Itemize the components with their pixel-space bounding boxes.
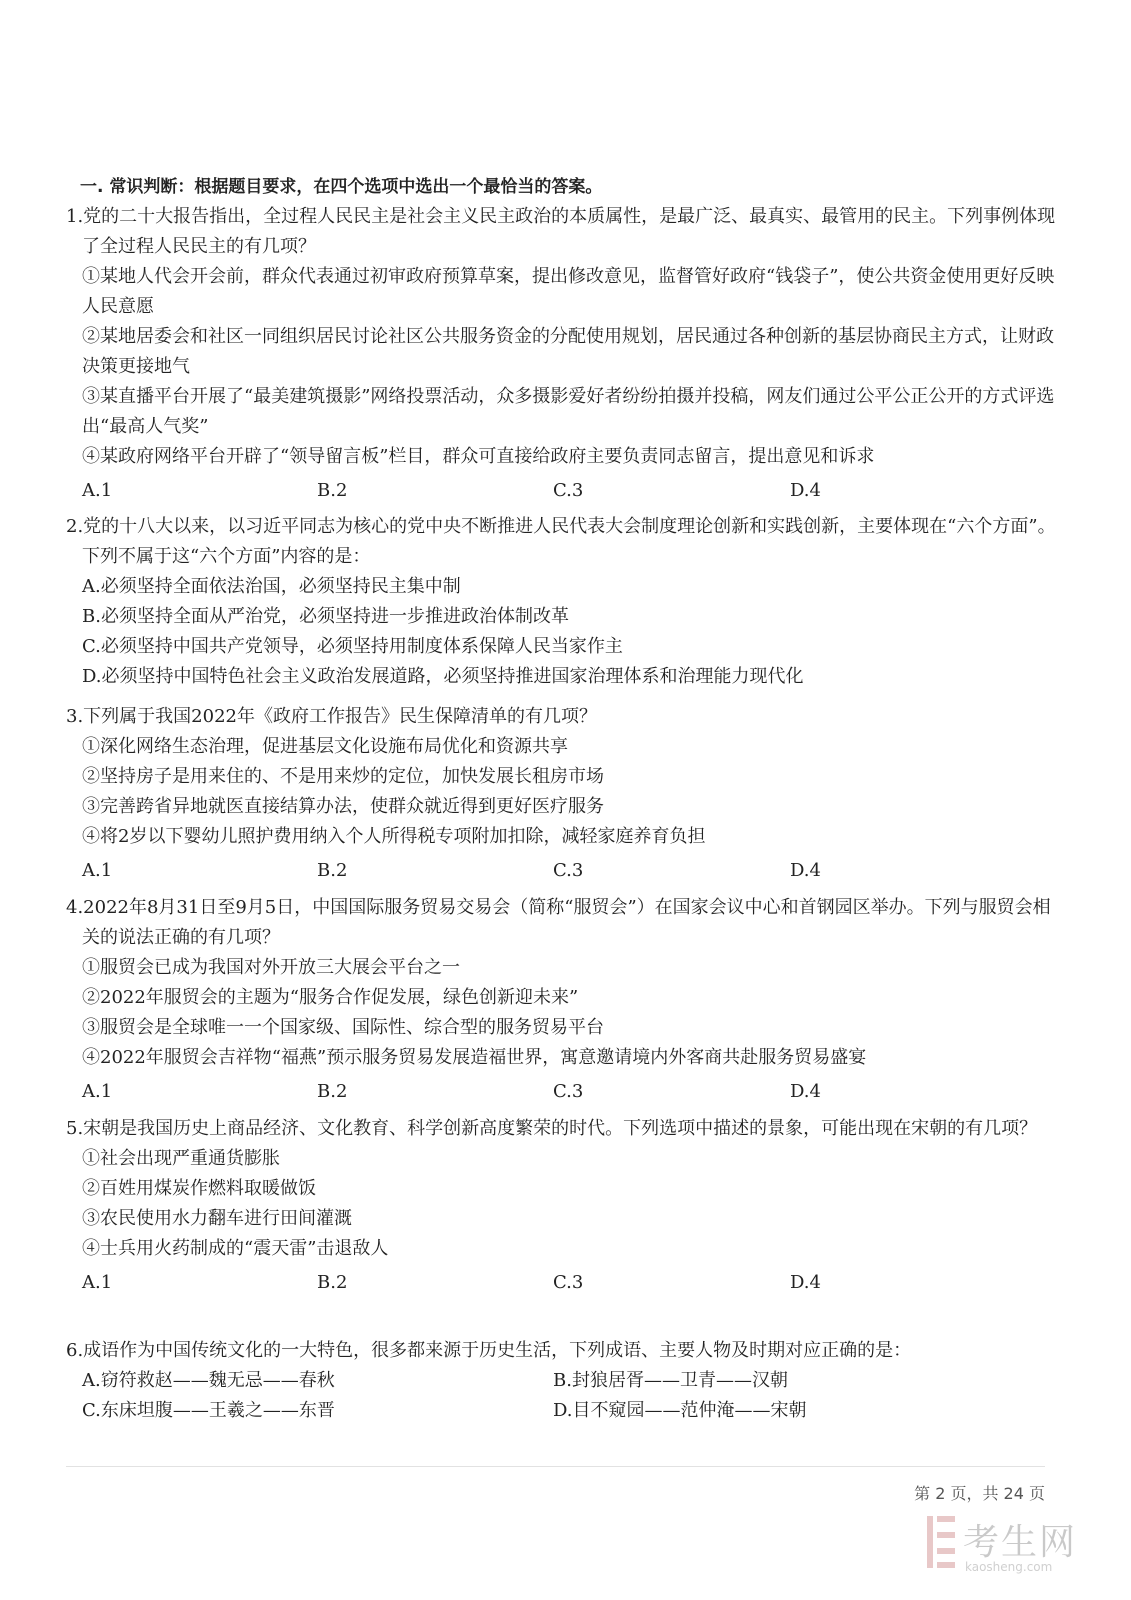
statement-item: ④士兵用火药制成的“震天雷”击退敌人 xyxy=(82,1238,389,1259)
statement-item: ②2022年服贸会的主题为“服务合作促发展，绿色创新迎未来” xyxy=(82,987,579,1008)
statement-item: ①某地人代会开会前，群众代表通过初审政府预算草案，提出修改意见，监督管好政府“钱袋子”，使公共资金使用更好反映人民意愿 xyxy=(82,266,1055,317)
kaosheng-logo-icon xyxy=(925,1512,957,1572)
statement-item: ③农民使用水力翻车进行田间灌溉 xyxy=(82,1208,352,1229)
statement-item: ③某直播平台开展了“最美建筑摄影”网络投票活动，众多摄影爱好者纷纷拍摄并投稿，网友们通过公平公正公开的方式评选出“最高人气奖” xyxy=(82,386,1055,437)
statement-item: ②坚持房子是用来住的、不是用来炒的定位，加快发展长租房市场 xyxy=(82,766,604,787)
statement-item: ①深化网络生态治理，促进基层文化设施布局优化和资源共享 xyxy=(82,736,568,757)
page-indicator: 第 2 页，共 24 页 xyxy=(914,1484,1045,1503)
option-a: A.1 xyxy=(82,480,113,501)
statement-item: ②百姓用煤炭作燃料取暖做饭 xyxy=(82,1178,316,1199)
section-title: 一. 常识判断：根据题目要求，在四个选项中选出一个最恰当的答案。 xyxy=(80,177,603,197)
watermark-brand: 考生网 xyxy=(963,1522,1078,1563)
answer-options xyxy=(66,1077,1061,1107)
statement-item: ④2022年服贸会吉祥物“福燕”预示服务贸易发展造福世界，寓意邀请境内外客商共赴服务贸易盛宴 xyxy=(82,1047,867,1068)
option-c: C.3 xyxy=(553,1272,584,1293)
question-2 xyxy=(66,512,1061,692)
option-c: C.东床坦腹——王羲之——东晋 xyxy=(82,1400,335,1421)
question-4 xyxy=(66,893,1061,1107)
option-b: B.封狼居胥——卫青——汉朝 xyxy=(553,1370,788,1391)
option-b: B.2 xyxy=(317,1081,348,1102)
option-d: D.4 xyxy=(790,1272,821,1293)
statement-item: ②某地居委会和社区一同组织居民讨论社区公共服务资金的分配使用规划，居民通过各种创新的基层协商民主方式，让财政决策更接地气 xyxy=(82,326,1054,377)
option-d: D.4 xyxy=(790,860,821,881)
option-c: C.3 xyxy=(553,480,584,501)
question-stem: 2.党的十八大以来，以习近平同志为核心的党中央不断推进人民代表大会制度理论创新和实践创新，主要体现在“六个方面”。下列不属于这“六个方面”内容的是： xyxy=(66,516,1056,567)
question-stem: 6.成语作为中国传统文化的一大特色，很多都来源于历史生活，下列成语、主要人物及时期对应正确的是： xyxy=(66,1340,912,1361)
question-stem: 3.下列属于我国2022年《政府工作报告》民生保障清单的有几项？ xyxy=(66,706,597,727)
statement-item: ③服贸会是全球唯一一个国家级、国际性、综合型的服务贸易平台 xyxy=(82,1017,604,1038)
option-a: A.1 xyxy=(82,1272,113,1293)
answer-options xyxy=(66,476,1061,506)
statement-item: ①服贸会已成为我国对外开放三大展会平台之一 xyxy=(82,957,460,978)
choice-item: D.必须坚持中国特色社会主义政治发展道路，必须坚持推进国家治理体系和治理能力现代化 xyxy=(82,666,804,687)
option-a: A.1 xyxy=(82,1081,113,1102)
option-d: D.4 xyxy=(790,1081,821,1102)
option-d: D.目不窥园——范仲淹——宋朝 xyxy=(553,1400,807,1421)
option-a: A.1 xyxy=(82,860,113,881)
option-d: D.4 xyxy=(790,480,821,501)
choice-item: A.必须坚持全面依法治国，必须坚持民主集中制 xyxy=(82,576,461,597)
question-6 xyxy=(66,1336,1061,1426)
option-b: B.2 xyxy=(317,860,348,881)
statement-item: ③完善跨省异地就医直接结算办法，使群众就近得到更好医疗服务 xyxy=(82,796,604,817)
question-1 xyxy=(66,202,1061,506)
question-stem: 1.党的二十大报告指出，全过程人民民主是社会主义民主政治的本质属性，是最广泛、最真实、最管用的民主。下列事例体现了全过程人民民主的有几项？ xyxy=(66,206,1056,257)
footer-divider xyxy=(66,1466,1045,1467)
answer-options-row xyxy=(66,1396,1061,1426)
answer-options xyxy=(66,856,1061,886)
choice-item: B.必须坚持全面从严治党，必须坚持进一步推进政治体制改革 xyxy=(82,606,569,627)
question-3 xyxy=(66,702,1061,886)
statement-item: ④将2岁以下婴幼儿照护费用纳入个人所得税专项附加扣除，减轻家庭养育负担 xyxy=(82,826,706,847)
option-b: B.2 xyxy=(317,1272,348,1293)
watermark-logo xyxy=(925,1512,1125,1592)
option-b: B.2 xyxy=(317,480,348,501)
answer-options-row xyxy=(66,1366,1061,1396)
option-c: C.3 xyxy=(553,1081,584,1102)
choice-item: C.必须坚持中国共产党领导，必须坚持用制度体系保障人民当家作主 xyxy=(82,636,623,657)
question-5 xyxy=(66,1114,1061,1298)
question-stem: 4.2022年8月31日至9月5日，中国国际服务贸易交易会（简称“服贸会”）在国家会议中心和首钢园区举办。下列与服贸会相关的说法正确的有几项？ xyxy=(66,897,1051,948)
option-a: A.窃符救赵——魏无忌——春秋 xyxy=(82,1370,335,1391)
answer-options xyxy=(66,1268,1061,1298)
statement-item: ①社会出现严重通货膨胀 xyxy=(82,1148,280,1169)
question-stem: 5.宋朝是我国历史上商品经济、文化教育、科学创新高度繁荣的时代。下列选项中描述的景象，可能出现在宋朝的有几项？ xyxy=(66,1118,1038,1139)
watermark-domain: kaosheng.com xyxy=(965,1560,1053,1574)
option-c: C.3 xyxy=(553,860,584,881)
statement-item: ④某政府网络平台开辟了“领导留言板”栏目，群众可直接给政府主要负责同志留言，提出意见和诉求 xyxy=(82,446,875,467)
